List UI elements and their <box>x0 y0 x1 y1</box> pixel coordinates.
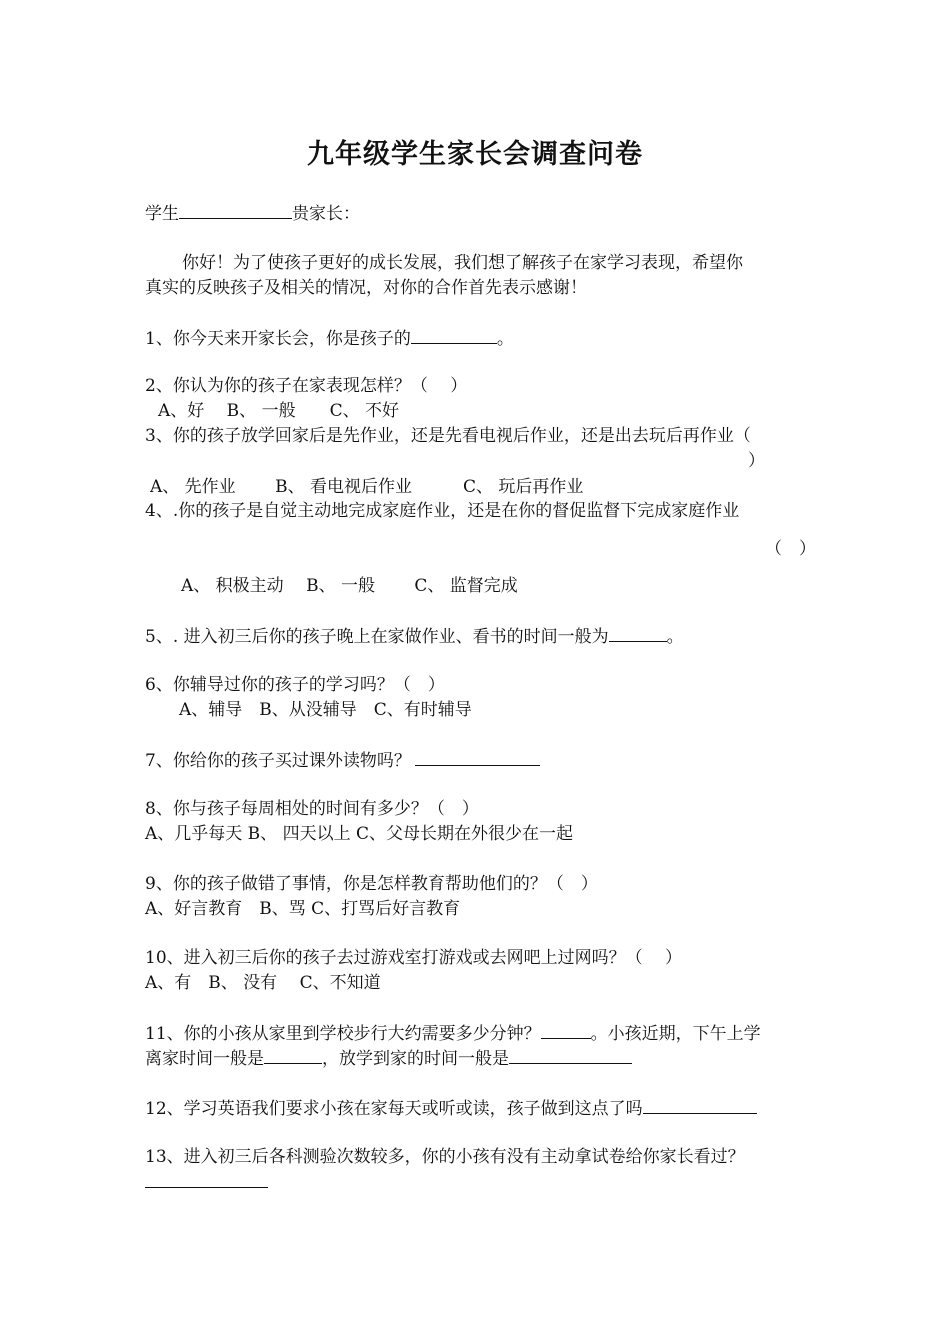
question-1-blank <box>411 327 497 344</box>
question-3-options: A、 先作业 B、 看电视后作业 C、 玩后再作业 <box>150 477 584 497</box>
question-7-blank <box>415 749 540 766</box>
salutation-suffix: 贵家长： <box>292 204 360 224</box>
question-11-mid: 。小孩近期，下午上学 <box>590 1024 761 1044</box>
question-7-text: 7、你给你的孩子买过课外读物吗？ <box>145 751 411 771</box>
question-2-options: A、好 B、 一般 C、 不好 <box>158 401 399 421</box>
question-11-text: 11、你的小孩从家里到学校步行大约需要多少分钟？ <box>145 1024 541 1044</box>
question-13: 13、进入初三后各科测验次数较多，你的小孩有没有主动拿试卷给你家长看过？ <box>145 1147 745 1167</box>
question-2: 2、你认为你的孩子在家表现怎样？（ ） <box>145 376 468 396</box>
question-4-paren: （ ） <box>765 539 816 559</box>
question-5 <box>145 625 684 648</box>
question-1 <box>145 327 514 350</box>
question-11-line-2 <box>145 1047 632 1070</box>
student-name-blank <box>179 202 292 219</box>
salutation-prefix: 学生 <box>145 204 179 224</box>
question-9: 9、你的孩子做错了事情，你是怎样教育帮助他们的？（ ） <box>145 874 598 894</box>
question-11-leave-blank <box>264 1047 322 1064</box>
question-5-blank <box>609 625 667 642</box>
question-1-end: 。 <box>496 329 514 349</box>
question-11 <box>145 1022 761 1045</box>
question-6: 6、你辅导过你的孩子的学习吗？（ ） <box>145 675 445 695</box>
question-5-text: 5、. 进入初三后你的孩子晚上在家做作业、看书的时间一般为 <box>145 627 609 647</box>
question-12-blank <box>643 1097 757 1114</box>
question-13-blank <box>145 1171 268 1188</box>
question-1-text: 1、你今天来开家长会，你是孩子的 <box>145 329 411 349</box>
question-4: 4、.你的孩子是自觉主动地完成家庭作业，还是在你的督促监督下完成家庭作业 <box>145 501 740 521</box>
question-4-options: A、 积极主动 B、 一般 C、 监督完成 <box>181 576 518 596</box>
question-7 <box>145 749 540 772</box>
question-11-leave-label: 离家时间一般是 <box>145 1049 264 1069</box>
question-11-walk-blank <box>541 1022 591 1039</box>
intro-line-2: 真实的反映孩子及相关的情况，对你的合作首先表示感谢！ <box>145 278 587 298</box>
question-12-text: 12、学习英语我们要求小孩在家每天或听或读，孩子做到这点了吗 <box>145 1099 643 1119</box>
question-11-arrive-label: ，放学到家的时间一般是 <box>322 1049 509 1069</box>
question-11-arrive-blank <box>509 1047 632 1064</box>
question-13-answer-line <box>145 1171 268 1194</box>
question-10: 10、进入初三后你的孩子去过游戏室打游戏或去网吧上过网吗？（ ） <box>145 948 683 968</box>
question-8-options: A、几乎每天 B、 四天以上 C、父母长期在外很少在一起 <box>145 824 573 844</box>
question-6-options: A、辅导 B、从没辅导 C、有时辅导 <box>179 700 472 720</box>
question-3: 3、你的孩子放学回家后是先作业，还是先看电视后作业，还是出去玩后再作业（ <box>145 426 751 446</box>
question-3-close-paren: ） <box>748 451 765 471</box>
salutation <box>145 202 360 225</box>
question-5-end: 。 <box>666 627 684 647</box>
question-10-options: A、有 B、 没有 C、不知道 <box>145 973 381 993</box>
intro-line-1: 你好！为了使孩子更好的成长发展，我们想了解孩子在家学习表现，希望你 <box>182 253 743 273</box>
page-title: 九年级学生家长会调查问卷 <box>307 139 643 170</box>
question-9-options: A、好言教育 B、骂 C、打骂后好言教育 <box>145 899 461 919</box>
question-12 <box>145 1097 757 1120</box>
question-8: 8、你与孩子每周相处的时间有多少？（ ） <box>145 799 479 819</box>
